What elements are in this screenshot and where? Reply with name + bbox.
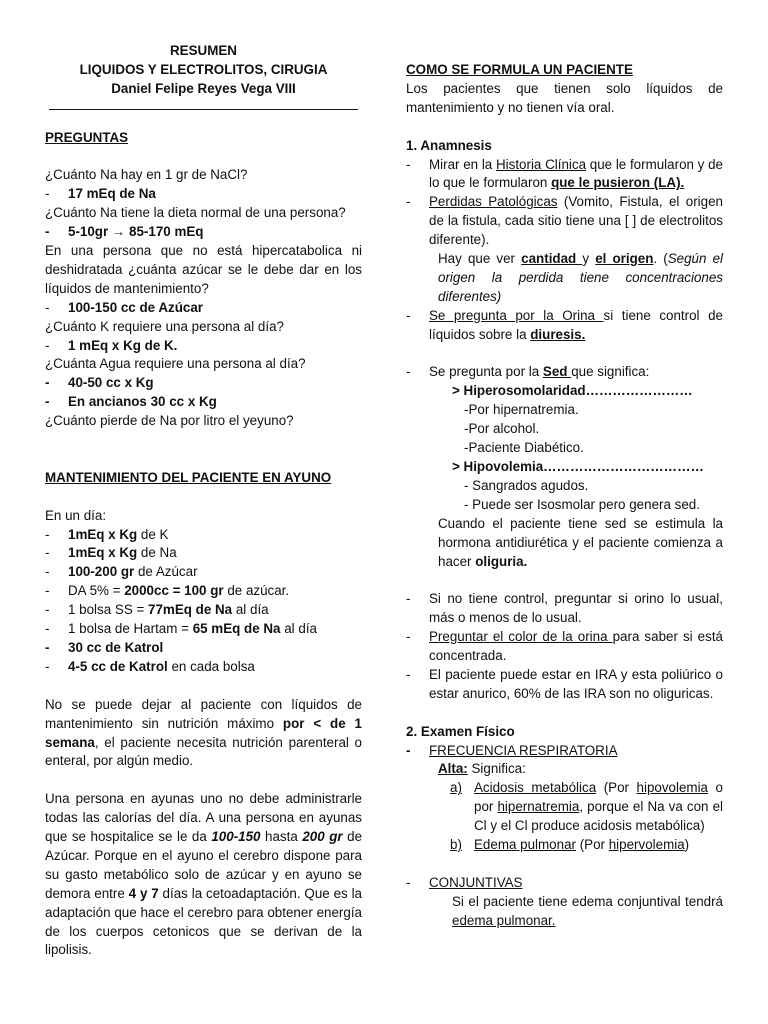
- list-item: - Se pregunta por la Sed que significa:: [406, 364, 650, 380]
- list-item: - 30 cc de Katrol: [45, 640, 164, 656]
- question: En una persona que no está hipercatabolica ni deshidratada ¿cuánta azúcar se le debe dar en los líquidos de mantenimiento?: [45, 243, 362, 296]
- paragraph: Una persona en ayunas uno no debe administrarle todas las calorías del día. A una persona en ayunas que se hospitalice se le da 100-150 hasta 200 gr de Azúcar. Porque en el ayuno el cerebro dispone para su gasto metabólico solo de azúcar y en ayuno se demora entre 4 y 7 días la cetoadaptación. Que es la adaptación que hace el cerebro para obtener energía de los cuerpos cetonicos que se derivan de la lipolisis.: [45, 791, 363, 958]
- right-column: [406, 61, 723, 931]
- formula-heading: COMO SE FORMULA UN PACIENTE: [406, 62, 633, 77]
- list-item: - 4-5 cc de Katrol en cada bolsa: [45, 658, 255, 674]
- sub-item: -Por hipernatremia.: [464, 402, 579, 418]
- mantenimiento-heading: MANTENIMIENTO DEL PACIENTE EN AYUNO: [45, 469, 332, 485]
- question: ¿Cuánto Na hay en 1 gr de NaCl?: [45, 167, 248, 183]
- list-item: - 1 bolsa SS = 77mEq de Na al día: [45, 602, 269, 618]
- hiperosmolaridad: > Hiperosomolaridad……………………: [452, 383, 693, 399]
- list-item: - 1 bolsa de Hartam = 65 mEq de Na al día: [45, 621, 317, 637]
- question: ¿Cuánta Agua requiere una persona al día?: [45, 356, 306, 372]
- answer: - 40-50 cc x Kg: [45, 375, 154, 391]
- paragraph: No se puede dejar al paciente con líquidos de mantenimiento sin nutrición máximo por < de 1 semana, el paciente necesita nutrición parenteral o enteral, por algún medio.: [45, 696, 362, 769]
- list-item: - Perdidas Patológicas (Vomito, Fistula, el origen de la fistula, cada sitio tiene una [ ] de electrolitos diferente).: [406, 194, 723, 248]
- preguntas-heading: PREGUNTAS: [45, 129, 129, 145]
- list-item: - 1mEq x Kg de K: [45, 526, 169, 542]
- list-item: - Preguntar el color de la orina para saber si está concentrada.: [406, 629, 723, 664]
- list-item: b) Edema pulmonar (Por hipervolemia): [450, 837, 690, 853]
- left-column: [45, 42, 362, 960]
- list-item: - DA 5% = 2000cc = 100 gr de azúcar.: [45, 583, 290, 599]
- list-item: - 1mEq x Kg de Na: [45, 545, 177, 561]
- list-item: - CONJUNTIVAS: [406, 874, 523, 890]
- answer: - 1 mEq x Kg de K.: [45, 337, 178, 353]
- question: ¿Cuánto K requiere una persona al día?: [45, 318, 284, 334]
- doc-resumen: RESUMEN: [170, 43, 237, 58]
- list-item: - FRECUENCIA RESPIRATORIA: [406, 742, 618, 758]
- question: ¿Cuánto Na tiene la dieta normal de una persona?: [45, 205, 346, 221]
- answer: - 100-150 cc de Azúcar: [45, 299, 203, 315]
- question: ¿Cuánto pierde de Na por litro el yeyuno?: [45, 413, 294, 429]
- sub-item: - Puede ser Isosmolar pero genera sed.: [464, 496, 700, 512]
- formula-intro: Los pacientes que tienen solo líquidos de mantenimiento y no tienen vía oral.: [406, 80, 723, 115]
- answer: - 17 mEq de Na: [45, 186, 156, 202]
- list-item: - Mirar en la Historia Clínica que le formularon y de lo que le formularon que le pusieron (LA).: [406, 156, 723, 191]
- answer: - En ancianos 30 cc x Kg: [45, 394, 217, 410]
- list-item: - Se pregunta por la Orina si tiene control de líquidos sobre la diuresis.: [406, 307, 723, 342]
- sub-item: -Paciente Diabético.: [464, 440, 584, 456]
- doc-author: Daniel Felipe Reyes Vega VIII: [111, 80, 296, 96]
- sub-item: -Por alcohol.: [464, 421, 540, 437]
- answer: - 5-10gr → 85-170 mEq: [45, 224, 204, 240]
- section-examen-fisico: 2. Examen Físico: [406, 723, 515, 739]
- note: Si el paciente tiene edema conjuntival tendrá edema pulmonar.: [452, 893, 723, 928]
- list-item: - 100-200 gr de Azúcar: [45, 564, 198, 580]
- list-item: - El paciente puede estar en IRA y esta poliúrico o estar anurico, 60% de las IRA son no oliguricas.: [406, 666, 723, 701]
- hipovolemia: > Hipovolemia………………………………: [452, 459, 704, 474]
- alta-line: Alta: Significa:: [438, 761, 526, 777]
- note: Hay que ver cantidad y el origen. (Según el origen la perdida tiene concentraciones diferentes): [438, 251, 723, 304]
- note: Cuando el paciente tiene sed se estimula la hormona antidiurética y el paciente comienza a hacer oliguria.: [438, 515, 723, 569]
- list-item: - Si no tiene control, preguntar si orino lo usual, más o menos de lo usual.: [406, 591, 723, 626]
- doc-title: LIQUIDOS Y ELECTROLITOS, CIRUGIA: [79, 61, 328, 77]
- section-anamnesis: 1. Anamnesis: [406, 137, 492, 153]
- list-item: a) Acidosis metabólica (Por hipovolemia o por hipernatremia, porque el Na va con el Cl y el Cl produce acidosis metabólica): [450, 780, 723, 834]
- mantenimiento-intro: En un día:: [45, 507, 107, 523]
- sub-item: - Sangrados agudos.: [464, 477, 589, 493]
